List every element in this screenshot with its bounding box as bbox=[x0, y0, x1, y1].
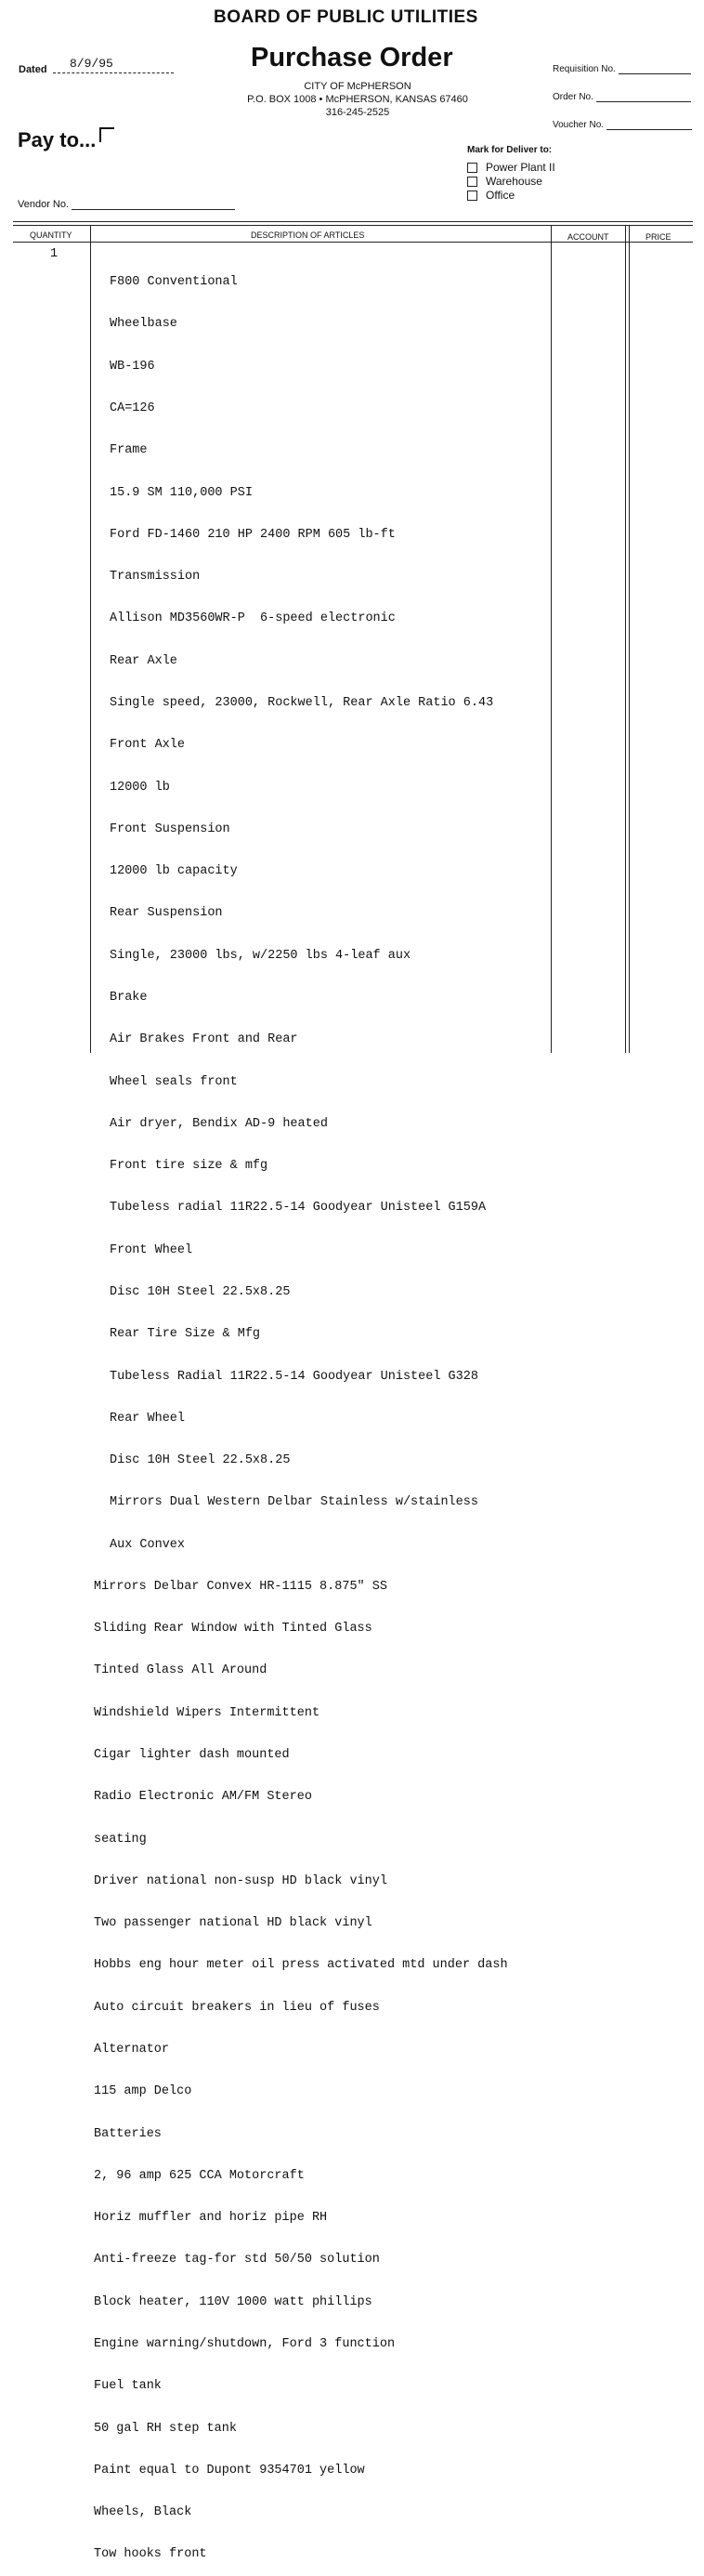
description-line: Brake bbox=[110, 990, 148, 1005]
description-line: Rear Wheel bbox=[110, 1411, 186, 1426]
description-line: Paint equal to Dupont 9354701 yellow bbox=[94, 2463, 365, 2477]
dated-line bbox=[53, 72, 174, 73]
description-line: Rear Axle bbox=[110, 653, 177, 668]
description-line: Single, 23000 lbs, w/2250 lbs 4-leaf aux bbox=[110, 948, 411, 963]
description-line: Mirrors Dual Western Delbar Stainless w/stainless bbox=[110, 1495, 478, 1510]
document-title: Purchase Order bbox=[251, 43, 453, 72]
description-line: Tubeless Radial 11R22.5-14 Goodyear Unisteel G328 bbox=[110, 1369, 478, 1384]
checkbox-icon bbox=[467, 191, 477, 201]
description-line: Frame bbox=[110, 443, 148, 458]
description-line: Windshield Wipers Intermittent bbox=[94, 1705, 320, 1720]
requisition-line bbox=[619, 72, 691, 74]
description-line: Tinted Glass All Around bbox=[94, 1663, 267, 1678]
column-divider-description bbox=[551, 225, 552, 1053]
description-line: 12000 lb bbox=[110, 780, 170, 795]
dated-label: Dated bbox=[19, 64, 47, 75]
description-line: Horiz muffler and horiz pipe RH bbox=[94, 2211, 328, 2226]
description-header: DESCRIPTION OF ARTICLES bbox=[251, 230, 365, 240]
deliver-option-label: Warehouse bbox=[486, 175, 542, 188]
description-line: Anti-freeze tag-for std 50/50 solution bbox=[94, 2253, 380, 2267]
voucher-line bbox=[606, 128, 692, 130]
description-line: Driver national non-susp HD black vinyl bbox=[94, 1873, 387, 1888]
description-line: Auto circuit breakers in lieu of fuses bbox=[94, 2000, 380, 2015]
description-line: Disc 10H Steel 22.5x8.25 bbox=[110, 1453, 291, 1468]
description-line: Mirrors Delbar Convex HR-1115 8.875" SS bbox=[94, 1579, 387, 1594]
order-line bbox=[596, 100, 691, 102]
voucher-label: Voucher No. bbox=[553, 120, 605, 130]
description-line: Transmission bbox=[110, 570, 201, 585]
corner-mark bbox=[99, 127, 114, 142]
checkbox-icon bbox=[467, 163, 477, 173]
quantity-header: QUANTITY bbox=[30, 230, 72, 240]
description-line: Front Suspension bbox=[110, 821, 230, 836]
table-top-border-2 bbox=[13, 225, 693, 226]
deliver-option-power-plant[interactable] bbox=[467, 161, 555, 174]
description-line: Wheel seals front bbox=[110, 1074, 238, 1089]
description-line: F800 Conventional bbox=[110, 275, 238, 290]
phone-number: 316-245-2525 bbox=[325, 107, 390, 118]
description-line: Allison MD3560WR-P 6-speed electronic bbox=[110, 611, 396, 626]
address-block bbox=[232, 80, 483, 119]
description-line: Aux Convex bbox=[110, 1537, 186, 1552]
description-line: Radio Electronic AM/FM Stereo bbox=[94, 1790, 312, 1805]
description-line: Air Brakes Front and Rear bbox=[110, 1032, 298, 1047]
header-bottom-border bbox=[13, 242, 693, 243]
description-line: Front Axle bbox=[110, 738, 186, 753]
description-line: Disc 10H Steel 22.5x8.25 bbox=[110, 1284, 291, 1299]
description-line: Block heater, 110V 1000 watt phillips bbox=[94, 2294, 372, 2309]
voucher-field bbox=[553, 120, 692, 130]
description-line: Engine warning/shutdown, Ford 3 function bbox=[94, 2336, 396, 2351]
account-header: ACCOUNT bbox=[567, 232, 609, 242]
order-label: Order No. bbox=[553, 92, 593, 102]
requisition-field bbox=[553, 64, 691, 74]
description-line: Hobbs eng hour meter oil press activated mtd under dash bbox=[94, 1958, 508, 1973]
description-line: 12000 lb capacity bbox=[110, 864, 238, 879]
dated-value: 8/9/95 bbox=[70, 57, 113, 71]
requisition-label: Requisition No. bbox=[553, 64, 616, 74]
description-lines bbox=[94, 247, 508, 2576]
description-line: Alternator bbox=[94, 2043, 170, 2057]
order-field bbox=[553, 92, 691, 102]
description-line: Rear Tire Size & Mfg bbox=[110, 1327, 261, 1342]
description-line: Front Wheel bbox=[110, 1242, 193, 1257]
quantity-value: 1 bbox=[50, 247, 59, 261]
pay-to-label: Pay to... bbox=[18, 128, 97, 151]
description-line: Cigar lighter dash mounted bbox=[94, 1748, 290, 1763]
organization-name: BOARD OF PUBLIC UTILITIES bbox=[214, 7, 478, 27]
description-line: Batteries bbox=[94, 2126, 162, 2141]
description-line: Sliding Rear Window with Tinted Glass bbox=[94, 1622, 372, 1636]
table-top-border bbox=[13, 221, 693, 222]
description-line: 115 amp Delco bbox=[94, 2084, 192, 2099]
vendor-label: Vendor No. bbox=[18, 199, 70, 210]
description-line: Fuel tank bbox=[94, 2379, 162, 2394]
vendor-field bbox=[18, 199, 235, 210]
description-line: Wheelbase bbox=[110, 317, 177, 332]
column-divider-account bbox=[625, 225, 626, 1053]
description-line: Wheels, Black bbox=[94, 2505, 192, 2520]
deliver-option-label: Power Plant II bbox=[486, 161, 555, 174]
deliver-title: Mark for Deliver to: bbox=[467, 145, 553, 155]
description-line: WB-196 bbox=[110, 359, 155, 374]
description-line: CA=126 bbox=[110, 401, 155, 416]
description-line: 15.9 SM 110,000 PSI bbox=[110, 485, 253, 500]
deliver-option-label: Office bbox=[486, 189, 515, 202]
deliver-option-warehouse[interactable] bbox=[467, 175, 542, 188]
vendor-line bbox=[72, 209, 235, 210]
postal-address: P.O. BOX 1008 • McPHERSON, KANSAS 67460 bbox=[247, 94, 468, 105]
description-line: Two passenger national HD black vinyl bbox=[94, 1916, 372, 1931]
column-divider-quantity bbox=[90, 225, 91, 1053]
description-line: Ford FD-1460 210 HP 2400 RPM 605 lb-ft bbox=[110, 527, 396, 542]
description-line: Single speed, 23000, Rockwell, Rear Axle Ratio 6.43 bbox=[110, 696, 494, 710]
description-line: 2, 96 amp 625 CCA Motorcraft bbox=[94, 2168, 305, 2183]
description-line: 50 gal RH step tank bbox=[94, 2421, 237, 2436]
column-divider-account-2 bbox=[629, 225, 630, 1053]
deliver-option-office[interactable] bbox=[467, 189, 515, 202]
description-line: Tow hooks front bbox=[94, 2547, 207, 2562]
checkbox-icon bbox=[467, 177, 477, 187]
description-line: Tubeless radial 11R22.5-14 Goodyear Unisteel G159A bbox=[110, 1201, 487, 1216]
description-line: Front tire size & mfg bbox=[110, 1159, 268, 1174]
price-header: PRICE bbox=[645, 232, 671, 242]
description-line: Air dryer, Bendix AD-9 heated bbox=[110, 1116, 328, 1131]
description-line: Rear Suspension bbox=[110, 906, 223, 921]
city-name: CITY OF McPHERSON bbox=[304, 81, 411, 92]
description-line: seating bbox=[94, 1832, 147, 1847]
